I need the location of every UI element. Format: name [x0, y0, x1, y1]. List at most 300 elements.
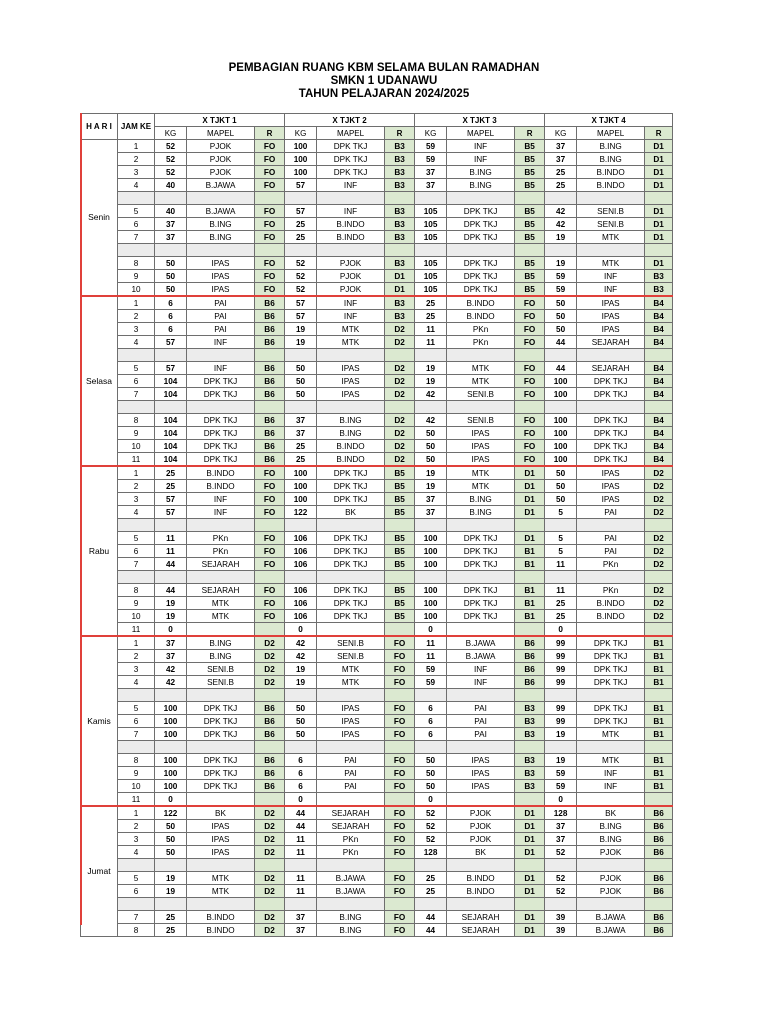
room-cell — [515, 898, 545, 911]
kg-cell: 19 — [285, 676, 317, 689]
schedule-table — [80, 113, 673, 937]
room-cell: D1 — [515, 493, 545, 506]
room-cell: FO — [255, 466, 285, 480]
mapel-cell — [317, 349, 385, 362]
kg-cell: 105 — [415, 218, 447, 231]
mapel-cell: DPK TKJ — [577, 636, 645, 650]
jam-cell: 6 — [118, 715, 155, 728]
room-cell — [385, 244, 415, 257]
kg-cell: 100 — [415, 584, 447, 597]
kg-cell: 50 — [155, 257, 187, 270]
schedule-row — [81, 532, 673, 545]
kg-cell: 52 — [545, 872, 577, 885]
kg-cell: 44 — [415, 911, 447, 924]
mapel-cell: B.ING — [187, 231, 255, 244]
room-cell: FO — [385, 780, 415, 793]
room-cell: B6 — [645, 806, 673, 820]
mapel-cell: DPK TKJ — [577, 388, 645, 401]
kg-cell: 105 — [415, 231, 447, 244]
kg-cell: 11 — [155, 532, 187, 545]
schedule-row — [81, 610, 673, 623]
hari-header: H A R I — [81, 114, 118, 140]
room-cell: D1 — [515, 885, 545, 898]
room-cell: FO — [385, 636, 415, 650]
kg-cell: 50 — [285, 388, 317, 401]
mapel-cell: B.INDO — [447, 885, 515, 898]
schedule-row — [81, 506, 673, 519]
kg-cell — [545, 401, 577, 414]
room-cell: B5 — [385, 558, 415, 571]
kg-cell: 25 — [285, 231, 317, 244]
kg-cell: 37 — [155, 636, 187, 650]
room-cell: D2 — [385, 414, 415, 427]
room-cell — [255, 689, 285, 702]
schedule-row — [81, 440, 673, 453]
room-cell: B6 — [645, 911, 673, 924]
mapel-cell: INF — [447, 676, 515, 689]
kg-cell: 50 — [415, 427, 447, 440]
kg-cell: 25 — [285, 440, 317, 453]
kg-cell: 106 — [285, 545, 317, 558]
room-cell: B3 — [385, 166, 415, 179]
kg-cell: 37 — [285, 414, 317, 427]
jam-cell: 6 — [118, 885, 155, 898]
jam-cell: 3 — [118, 493, 155, 506]
kg-cell: 44 — [285, 820, 317, 833]
room-cell — [645, 793, 673, 807]
mapel-cell: DPK TKJ — [317, 545, 385, 558]
mapel-cell — [447, 623, 515, 637]
room-cell — [515, 689, 545, 702]
mapel-cell: PKn — [187, 532, 255, 545]
kg-cell: 0 — [545, 623, 577, 637]
room-cell: B6 — [515, 676, 545, 689]
mapel-cell: PAI — [317, 767, 385, 780]
kg-cell: 52 — [285, 270, 317, 283]
mapel-cell: DPK TKJ — [577, 663, 645, 676]
jam-cell: 3 — [118, 323, 155, 336]
mapel-cell: INF — [577, 780, 645, 793]
jam-cell: 5 — [118, 532, 155, 545]
room-cell — [645, 859, 673, 872]
jam-cell: 7 — [118, 388, 155, 401]
mapel-cell — [317, 192, 385, 205]
kg-cell — [285, 689, 317, 702]
room-cell: B4 — [645, 362, 673, 375]
kg-cell: 59 — [415, 153, 447, 166]
schedule-row — [81, 414, 673, 427]
room-cell: B1 — [515, 545, 545, 558]
mapel-cell: MTK — [447, 480, 515, 493]
room-cell: B3 — [385, 310, 415, 323]
room-cell — [645, 689, 673, 702]
mapel-cell — [447, 244, 515, 257]
room-cell: B6 — [255, 362, 285, 375]
mapel-header: MAPEL — [187, 127, 255, 140]
room-cell — [255, 898, 285, 911]
mapel-cell: IPAS — [317, 702, 385, 715]
kg-cell: 42 — [155, 676, 187, 689]
kg-cell — [155, 571, 187, 584]
jam-cell: 11 — [118, 793, 155, 807]
kg-cell: 50 — [415, 767, 447, 780]
mapel-cell: SENI.B — [447, 414, 515, 427]
mapel-cell: DPK TKJ — [447, 270, 515, 283]
kg-cell: 11 — [285, 833, 317, 846]
mapel-cell: PJOK — [447, 833, 515, 846]
room-cell: B5 — [515, 179, 545, 192]
document-title: PEMBAGIAN RUANG KBM SELAMA BULAN RAMADHAN — [228, 62, 540, 74]
room-cell — [515, 741, 545, 754]
kg-cell: 6 — [155, 310, 187, 323]
room-cell: B5 — [385, 597, 415, 610]
kg-cell: 59 — [415, 663, 447, 676]
kg-cell: 25 — [545, 597, 577, 610]
mapel-cell: PJOK — [447, 806, 515, 820]
mapel-cell: PAI — [187, 323, 255, 336]
schedule-row — [81, 806, 673, 820]
mapel-cell: DPK TKJ — [577, 440, 645, 453]
schedule-row — [81, 793, 673, 807]
mapel-cell: PAI — [577, 532, 645, 545]
mapel-cell: DPK TKJ — [317, 558, 385, 571]
room-cell — [385, 571, 415, 584]
room-cell — [385, 689, 415, 702]
mapel-cell: MTK — [447, 362, 515, 375]
kg-cell: 25 — [545, 610, 577, 623]
schedule-row — [81, 296, 673, 310]
schedule-row — [81, 453, 673, 467]
room-cell: B3 — [385, 153, 415, 166]
room-cell — [385, 793, 415, 807]
mapel-cell: DPK TKJ — [317, 610, 385, 623]
kg-cell: 50 — [545, 480, 577, 493]
mapel-cell: B.INDO — [447, 310, 515, 323]
class-header: X TJKT 4 — [545, 114, 673, 127]
mapel-cell: DPK TKJ — [577, 375, 645, 388]
mapel-cell: INF — [317, 205, 385, 218]
room-cell: B4 — [645, 375, 673, 388]
room-cell: FO — [385, 754, 415, 767]
mapel-cell — [577, 689, 645, 702]
kg-cell: 100 — [155, 780, 187, 793]
jam-cell: 9 — [118, 597, 155, 610]
kg-cell: 42 — [415, 388, 447, 401]
mapel-cell: IPAS — [447, 427, 515, 440]
mapel-cell: PAI — [187, 296, 255, 310]
kg-cell: 40 — [155, 179, 187, 192]
mapel-cell — [447, 192, 515, 205]
schedule-row — [81, 584, 673, 597]
room-cell: FO — [385, 911, 415, 924]
jam-cell: 4 — [118, 676, 155, 689]
room-cell: D2 — [645, 506, 673, 519]
room-cell — [645, 741, 673, 754]
kg-cell: 50 — [155, 270, 187, 283]
mapel-cell: B.ING — [187, 218, 255, 231]
mapel-cell — [317, 571, 385, 584]
kg-cell: 50 — [155, 833, 187, 846]
room-cell: FO — [385, 715, 415, 728]
kg-cell: 59 — [545, 780, 577, 793]
kg-cell — [285, 859, 317, 872]
room-cell: D2 — [385, 362, 415, 375]
room-cell: B1 — [645, 676, 673, 689]
mapel-cell: DPK TKJ — [187, 388, 255, 401]
room-cell: D1 — [515, 466, 545, 480]
mapel-cell: PAI — [187, 310, 255, 323]
mapel-cell — [447, 898, 515, 911]
room-cell: D2 — [385, 323, 415, 336]
kg-cell: 44 — [155, 584, 187, 597]
mapel-cell: IPAS — [187, 833, 255, 846]
room-cell: B6 — [255, 702, 285, 715]
mapel-cell: B.JAWA — [187, 205, 255, 218]
room-header: R — [645, 127, 673, 140]
schedule-row — [81, 872, 673, 885]
room-header: R — [255, 127, 285, 140]
kg-cell: 25 — [155, 911, 187, 924]
room-cell — [255, 519, 285, 532]
mapel-cell: PAI — [317, 754, 385, 767]
kg-cell: 122 — [285, 506, 317, 519]
room-cell: FO — [385, 872, 415, 885]
mapel-cell: IPAS — [577, 493, 645, 506]
kg-cell: 50 — [285, 362, 317, 375]
kg-cell — [415, 244, 447, 257]
kg-cell — [415, 401, 447, 414]
kg-cell: 50 — [545, 323, 577, 336]
kg-cell: 50 — [285, 702, 317, 715]
room-cell: D2 — [255, 663, 285, 676]
kg-cell: 104 — [155, 440, 187, 453]
kg-cell — [155, 349, 187, 362]
mapel-cell: IPAS — [447, 754, 515, 767]
room-cell: FO — [385, 702, 415, 715]
room-cell — [255, 859, 285, 872]
jam-cell: 8 — [118, 414, 155, 427]
room-cell: B3 — [645, 283, 673, 297]
room-cell: B6 — [255, 767, 285, 780]
kg-cell: 25 — [415, 296, 447, 310]
kg-cell: 106 — [285, 558, 317, 571]
room-cell: D1 — [645, 166, 673, 179]
kg-cell — [285, 401, 317, 414]
mapel-cell: PAI — [447, 715, 515, 728]
jam-cell: 1 — [118, 806, 155, 820]
schedule-row — [81, 728, 673, 741]
room-cell — [385, 401, 415, 414]
room-cell: B5 — [515, 218, 545, 231]
mapel-cell: B.INDO — [577, 610, 645, 623]
room-cell: D2 — [255, 885, 285, 898]
class-header: X TJKT 1 — [155, 114, 285, 127]
kg-cell — [285, 519, 317, 532]
room-cell: B1 — [645, 650, 673, 663]
room-cell: FO — [515, 453, 545, 467]
mapel-cell — [317, 623, 385, 637]
room-cell: B6 — [645, 820, 673, 833]
kg-cell: 100 — [285, 166, 317, 179]
mapel-cell: DPK TKJ — [577, 715, 645, 728]
mapel-cell: INF — [447, 663, 515, 676]
room-cell: B6 — [515, 650, 545, 663]
mapel-cell: DPK TKJ — [317, 153, 385, 166]
mapel-cell: SEJARAH — [447, 911, 515, 924]
kg-cell: 57 — [285, 205, 317, 218]
jam-cell: 9 — [118, 427, 155, 440]
kg-cell — [415, 689, 447, 702]
kg-cell: 11 — [415, 323, 447, 336]
room-cell: B5 — [385, 466, 415, 480]
blank-row — [81, 571, 673, 584]
jam-cell: 8 — [118, 924, 155, 937]
room-cell: FO — [255, 179, 285, 192]
kg-cell: 11 — [415, 336, 447, 349]
room-cell: FO — [385, 676, 415, 689]
room-cell: B5 — [385, 584, 415, 597]
mapel-cell: DPK TKJ — [447, 545, 515, 558]
mapel-cell: PAI — [447, 702, 515, 715]
mapel-cell: B.INDO — [317, 231, 385, 244]
kg-cell: 6 — [155, 296, 187, 310]
kg-cell: 11 — [415, 636, 447, 650]
kg-cell: 25 — [155, 466, 187, 480]
mapel-cell — [187, 401, 255, 414]
schedule-row — [81, 924, 673, 937]
mapel-cell — [577, 244, 645, 257]
blank-row — [81, 898, 673, 911]
jam-cell — [118, 898, 155, 911]
jam-cell: 9 — [118, 767, 155, 780]
kg-cell: 50 — [545, 466, 577, 480]
schedule-row — [81, 205, 673, 218]
kg-cell: 59 — [545, 270, 577, 283]
kg-cell — [155, 689, 187, 702]
kg-cell: 99 — [545, 676, 577, 689]
kg-cell: 50 — [285, 375, 317, 388]
room-cell — [385, 623, 415, 637]
kg-cell: 19 — [415, 375, 447, 388]
kg-cell: 50 — [545, 310, 577, 323]
kg-cell: 106 — [285, 597, 317, 610]
kg-cell: 99 — [545, 715, 577, 728]
mapel-cell — [447, 859, 515, 872]
mapel-cell: DPK TKJ — [187, 715, 255, 728]
jam-cell — [118, 244, 155, 257]
room-cell — [645, 623, 673, 637]
room-cell: FO — [515, 388, 545, 401]
mapel-cell: B.ING — [317, 427, 385, 440]
mapel-cell: B.ING — [447, 179, 515, 192]
room-cell: B6 — [255, 427, 285, 440]
kg-cell — [155, 859, 187, 872]
room-cell: FO — [255, 506, 285, 519]
kg-cell — [545, 192, 577, 205]
room-cell — [255, 401, 285, 414]
mapel-cell: DPK TKJ — [577, 453, 645, 467]
kg-cell: 11 — [285, 846, 317, 859]
kg-cell: 0 — [285, 793, 317, 807]
mapel-cell: INF — [447, 153, 515, 166]
room-cell: FO — [515, 427, 545, 440]
kg-cell: 100 — [155, 728, 187, 741]
mapel-cell: SENI.B — [187, 676, 255, 689]
mapel-cell: BK — [447, 846, 515, 859]
mapel-cell: PJOK — [577, 885, 645, 898]
kg-cell: 11 — [285, 872, 317, 885]
kg-header: KG — [285, 127, 317, 140]
room-cell: FO — [515, 362, 545, 375]
mapel-cell: B.ING — [447, 506, 515, 519]
room-cell: B1 — [645, 754, 673, 767]
kg-cell: 42 — [415, 414, 447, 427]
kg-cell: 52 — [155, 140, 187, 153]
kg-cell: 25 — [415, 872, 447, 885]
mapel-cell: DPK TKJ — [577, 702, 645, 715]
room-cell: B3 — [515, 728, 545, 741]
mapel-cell: IPAS — [187, 820, 255, 833]
left-red-border — [80, 113, 82, 925]
room-cell: B5 — [515, 153, 545, 166]
room-cell: B6 — [645, 872, 673, 885]
schedule-row — [81, 153, 673, 166]
kg-cell: 128 — [545, 806, 577, 820]
kg-cell: 25 — [545, 166, 577, 179]
mapel-cell: B.INDO — [447, 296, 515, 310]
kg-cell: 57 — [155, 362, 187, 375]
class-header: X TJKT 2 — [285, 114, 415, 127]
kg-cell: 11 — [155, 545, 187, 558]
room-cell: FO — [515, 323, 545, 336]
schedule-row — [81, 270, 673, 283]
mapel-cell — [317, 741, 385, 754]
day-label: Rabu — [81, 466, 118, 636]
room-cell: D2 — [255, 806, 285, 820]
kg-cell: 37 — [415, 506, 447, 519]
mapel-cell: IPAS — [447, 767, 515, 780]
mapel-cell: B.ING — [577, 833, 645, 846]
room-cell: FO — [385, 924, 415, 937]
kg-cell — [545, 898, 577, 911]
room-cell: B1 — [645, 702, 673, 715]
schedule-row — [81, 166, 673, 179]
room-cell: B5 — [385, 493, 415, 506]
mapel-cell: B.INDO — [317, 218, 385, 231]
mapel-cell: MTK — [577, 754, 645, 767]
kg-cell: 104 — [155, 375, 187, 388]
mapel-cell: INF — [317, 296, 385, 310]
room-cell: FO — [515, 440, 545, 453]
kg-cell: 100 — [285, 153, 317, 166]
kg-cell: 52 — [285, 283, 317, 297]
schedule-row — [81, 767, 673, 780]
room-cell: B3 — [385, 231, 415, 244]
room-cell: B5 — [515, 257, 545, 270]
mapel-cell — [577, 793, 645, 807]
mapel-cell — [317, 519, 385, 532]
room-cell: FO — [385, 820, 415, 833]
kg-cell — [415, 859, 447, 872]
kg-cell: 59 — [545, 767, 577, 780]
schedule-row — [81, 702, 673, 715]
mapel-cell: B.JAWA — [577, 911, 645, 924]
room-cell: D1 — [645, 140, 673, 153]
mapel-cell: INF — [447, 140, 515, 153]
mapel-cell: B.ING — [317, 911, 385, 924]
kg-cell: 100 — [415, 610, 447, 623]
class-header-row — [81, 114, 673, 127]
